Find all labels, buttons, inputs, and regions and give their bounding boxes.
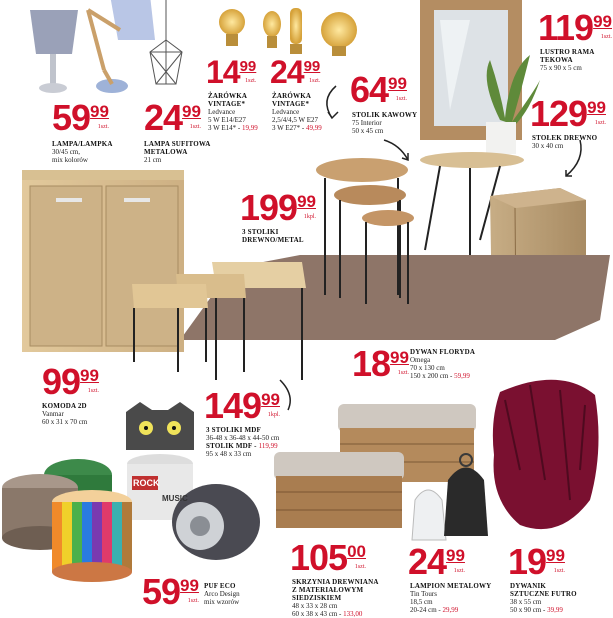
pouf-cat: [126, 402, 194, 450]
price-stolik-kawowy: 6499 1szt.: [350, 69, 407, 110]
price-lampion: 2499 1szt.: [408, 541, 465, 582]
label-lustro: LUSTRO RAMA TEKOWA 75 x 90 x 5 cm: [540, 48, 595, 72]
price-dywanik: 1999 1szt.: [508, 541, 565, 582]
price-dywan: 1899 1szt.: [352, 343, 409, 384]
price-komoda: 9999 1szt.: [42, 361, 99, 402]
label-skrzynia-extra: 60 x 38 x 43 cm - 133,00: [292, 610, 363, 618]
table-lamp-grey: [30, 10, 78, 93]
label-dywanik: DYWANIK SZTUCZNE FUTRO 38 x 55 cm 50 x 90 cm - 39,99: [510, 582, 577, 614]
price-lampa: 5999 1szt.: [52, 97, 109, 138]
label-komoda: KOMODA 2D Vanmar 60 x 31 x 70 cm: [42, 402, 88, 426]
label-dywan: DYWAN FLORYDA Omega 70 x 130 cm 150 x 200 cm - 59,99: [410, 348, 476, 380]
price-zarowka-1: 1499 1szt.: [206, 54, 257, 90]
label-lampion: LAMPION METALOWY Tin Tours 18,5 cm 20-24 cm - 29,99: [410, 582, 492, 614]
label-lampa-sufitowa: LAMPA SUFITOWA METALOWA 21 cm: [144, 140, 211, 164]
label-skrzynia: SKRZYNIA DREWNIANA Z MATERIAŁOWYM SIEDZISKIEM 48 x 33 x 28 cm: [292, 578, 379, 610]
arrow-icon-2: [384, 140, 408, 160]
ceiling-lamp: [150, 0, 182, 84]
price-lampa-sufitowa: 2499 1szt.: [144, 97, 201, 138]
pouf-pencils: [52, 490, 132, 582]
label-3-stoliki-drewno: 3 STOLIKI DREWNO/METAL: [242, 228, 304, 244]
arrow-icon-4: [280, 380, 290, 410]
price-3-stoliki-drewno: 19999 1kpl.: [240, 187, 316, 228]
pouf-music-text: MUSIC: [162, 494, 188, 503]
faux-fur-rug: [493, 380, 599, 529]
label-stolek: STOŁEK DREWNO 30 x 40 cm: [532, 134, 598, 150]
price-3-stoliki-mdf: 14999 1kpl.: [204, 385, 280, 426]
label-stolik-kawowy: STOLIK KAWOWY 75 Interior 50 x 45 cm: [352, 111, 418, 135]
label-zarowka-1: ŻARÓWKA VINTAGE* Ledvance 5 W E14/E27 3 W E14* - 19,99: [208, 92, 258, 132]
label-zarowka-2: ŻARÓWKA VINTAGE* Ledvance 2,5/4/4,5 W E27 3 W E27* - 49,99: [272, 92, 322, 132]
dresser-komoda: [22, 170, 184, 352]
price-puf: 5999 1szt.: [142, 571, 199, 612]
price-zarowka-2: 2499 1szt.: [270, 54, 321, 90]
price-lustro: 11999 1szt.: [538, 7, 612, 48]
price-stolek: 12999 1szt.: [530, 93, 606, 134]
bulbs: [219, 8, 357, 56]
table-lamp-wood: [88, 0, 155, 93]
storage-bench-small: [274, 452, 404, 528]
price-skrzynia: 10500 1szt.: [290, 537, 366, 578]
label-3-stoliki-mdf: 3 STOLIKI MDF 36-48 x 36-48 x 44-50 cm STOLIK MDF - 119,99 95 x 48 x 33 cm: [206, 426, 280, 458]
label-lampa: LAMPA/LAMPKA 30/45 cm, mix kolorów: [52, 140, 113, 164]
pouf-rock-text: ROCK: [133, 478, 160, 488]
label-puf: PUF ECO Arco Design mix wzorów: [204, 582, 240, 606]
